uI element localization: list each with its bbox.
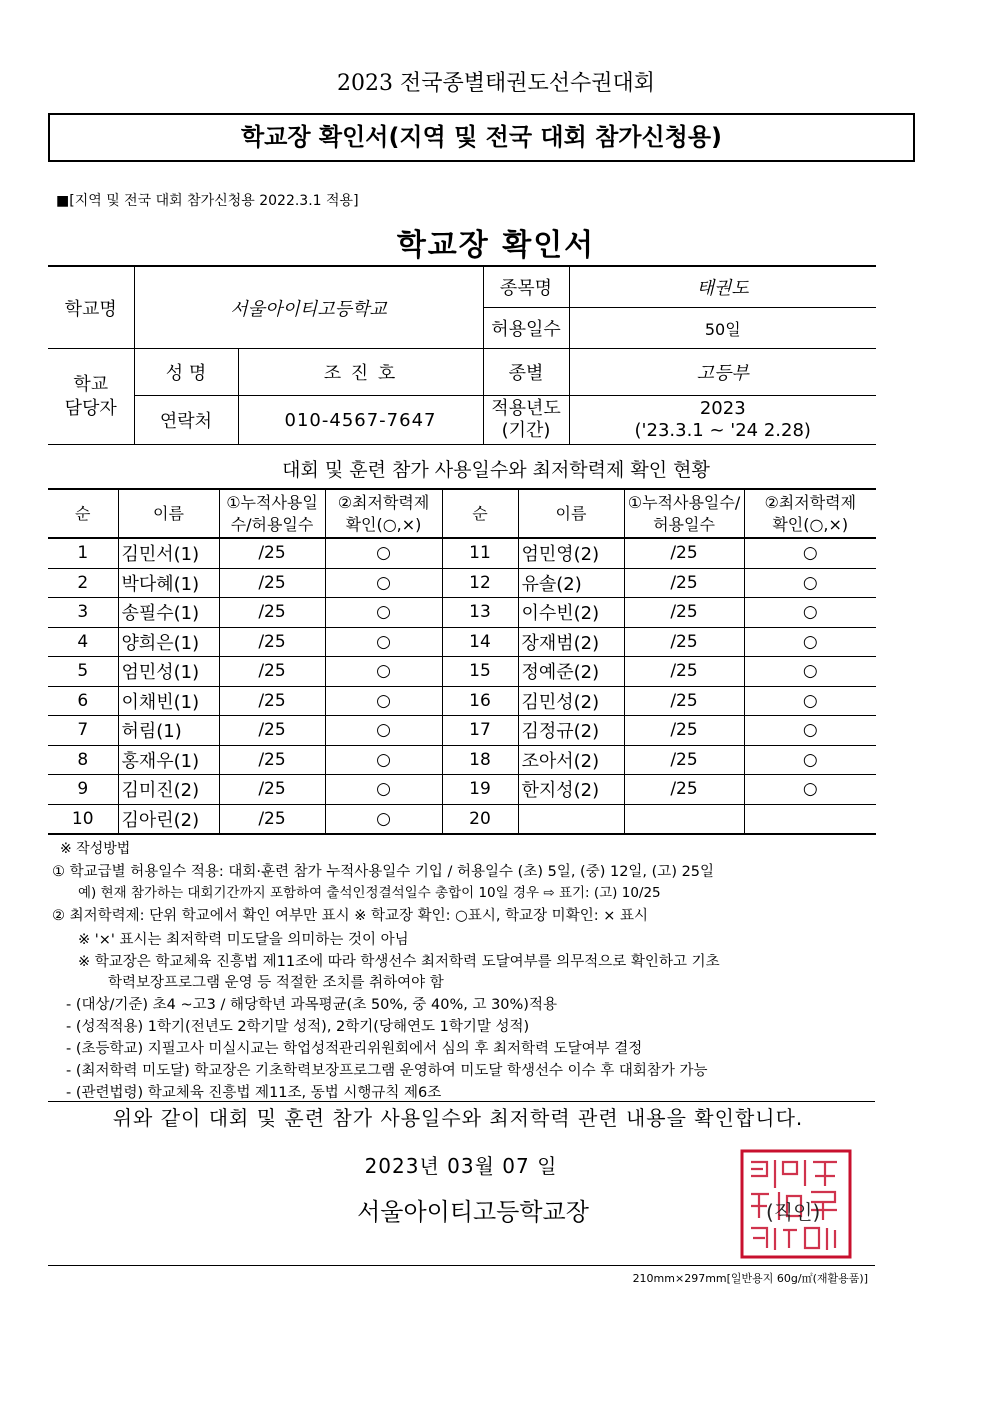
cell-c1: ○ (325, 745, 442, 775)
name-label: 성 명 (134, 349, 238, 396)
sport-value: 태권도 (569, 266, 876, 308)
cell-d2: /25 (624, 627, 744, 657)
days-value: 50일 (569, 308, 876, 349)
cell-n1: 4 (48, 627, 118, 657)
year-label (483, 396, 569, 445)
cell-d1: /25 (219, 568, 325, 598)
cell-n2: 14 (442, 627, 518, 657)
year-value-cell (569, 396, 876, 445)
manager-label (48, 349, 134, 445)
cell-n2: 13 (442, 598, 518, 628)
cell-n1: 2 (48, 568, 118, 598)
contact-label: 연락처 (134, 396, 238, 445)
method-line-1: ① 학교급별 허용일수 적용: 대회·훈련 참가 누적사용일수 기입 / 허용일수 (초) 5일, (중) 12일, (고) 25일 (52, 864, 715, 880)
cell-d2: /25 (624, 568, 744, 598)
table-row (48, 657, 876, 687)
cell-c1: ○ (325, 568, 442, 598)
cell-name1: 송필수(1) (118, 598, 219, 628)
principal-name: 서울아이티고등학교장 (357, 1198, 589, 1226)
header-name-right: 이름 (518, 489, 624, 538)
school-label: 학교명 (48, 266, 134, 349)
cell-d1: /25 (219, 598, 325, 628)
cell-name2 (518, 804, 624, 834)
table-row (48, 686, 876, 716)
method-line-3: ② 최저학력제: 단위 학교에서 확인 여부만 표시 ※ 학교장 확인: ○표시, 학교장 미확인: × 표시 (52, 908, 648, 924)
sport-label: 종목명 (483, 266, 569, 308)
cell-name1: 양희은(1) (118, 627, 219, 657)
cell-name1: 홍재우(1) (118, 745, 219, 775)
cell-d2: /25 (624, 716, 744, 746)
cell-c2: ○ (744, 716, 876, 746)
cell-c1: ○ (325, 538, 442, 568)
header-days-right (624, 489, 744, 538)
cell-d2: /25 (624, 775, 744, 805)
cell-c1: ○ (325, 657, 442, 687)
cell-d2: /25 (624, 657, 744, 687)
cell-d1: /25 (219, 716, 325, 746)
cell-name2: 조아서(2) (518, 745, 624, 775)
cell-c2: ○ (744, 568, 876, 598)
school-value: 서울아이티고등학교 (134, 266, 483, 349)
method-line-9: - (초등학교) 지필고사 미실시교는 학업성적관리위원회에서 심의 후 최저학력 도달여부 결정 (66, 1041, 643, 1057)
year-label-line1: 적용년도 (491, 398, 561, 419)
cell-name1: 김아린(2) (118, 804, 219, 834)
method-heading: ※ 작성방법 (60, 841, 131, 857)
cell-c1: ○ (325, 804, 442, 834)
school-info-table (48, 265, 876, 445)
manager-label-line2: 담당자 (64, 397, 117, 419)
cell-name2: 장재범(2) (518, 627, 624, 657)
method-line-5: ※ 학교장은 학교체육 진흥법 제11조에 따라 학생선수 최저학력 도달여부를 의무적으로 확인하고 기초 (78, 954, 720, 970)
method-line-4: ※ '×' 표시는 최저학력 미도달을 의미하는 것이 아님 (78, 932, 409, 948)
method-line-2: 예) 현재 참가하는 대회기간까지 포함하여 출석인정결석일수 총합이 10일 경우 ⇨ 표기: (고) 10/25 (78, 885, 661, 901)
cell-d1: /25 (219, 627, 325, 657)
table-row (48, 538, 876, 568)
cell-n1: 7 (48, 716, 118, 746)
table-row (48, 775, 876, 805)
method-line-10: - (최저학력 미도달) 학교장은 기초학력보장프로그램 운영하여 미도달 학생선수 이수 후 대회참가 가능 (66, 1063, 708, 1079)
cell-name2: 김민성(2) (518, 686, 624, 716)
header-days-line1: ①누적사용일 (226, 492, 318, 512)
cell-d1: /25 (219, 686, 325, 716)
cell-name2: 유솔(2) (518, 568, 624, 598)
cell-name2: 정예준(2) (518, 657, 624, 687)
cell-n2: 19 (442, 775, 518, 805)
cell-name2: 김정규(2) (518, 716, 624, 746)
division-value: 고등부 (569, 349, 876, 396)
cell-c2: ○ (744, 775, 876, 805)
name-value: 조 진 호 (238, 349, 483, 396)
header-check-right (744, 489, 876, 538)
method-line-6: 학력보장프로그램 운영 등 적절한 조치를 취하여야 함 (108, 975, 444, 991)
cell-d2 (624, 804, 744, 834)
cell-c2: ○ (744, 598, 876, 628)
cell-c1: ○ (325, 775, 442, 805)
table-row (48, 716, 876, 746)
cell-name1: 박다혜(1) (118, 568, 219, 598)
cell-d2: /25 (624, 686, 744, 716)
list-subtitle: 대회 및 훈련 참가 사용일수와 최저학력제 확인 현황 (282, 459, 710, 481)
header-days (219, 489, 325, 538)
days-label: 허용일수 (483, 308, 569, 349)
division-label: 종별 (483, 349, 569, 396)
table-row (48, 598, 876, 628)
table-row (48, 627, 876, 657)
cell-c1: ○ (325, 598, 442, 628)
method-line-11: - (관련법령) 학교체육 진흥법 제11조, 동법 시행규칙 제6조 (66, 1085, 442, 1101)
cell-name1: 허림(1) (118, 716, 219, 746)
form-note: ■[지역 및 전국 대회 참가신청용 2022.3.1 적용] (56, 193, 359, 209)
cell-n2: 15 (442, 657, 518, 687)
paper-spec: 210mm×297mm[일반용지 60g/㎡(재활용품)] (632, 1272, 868, 1285)
cell-n1: 6 (48, 686, 118, 716)
cell-c2: ○ (744, 686, 876, 716)
cell-n1: 5 (48, 657, 118, 687)
cell-name2: 엄민영(2) (518, 538, 624, 568)
cell-d1: /25 (219, 657, 325, 687)
cell-n2: 20 (442, 804, 518, 834)
cell-d2: /25 (624, 598, 744, 628)
header-days-line2: 수/허용일수 (230, 514, 314, 534)
cell-c2 (744, 804, 876, 834)
seal-mark: (직인) (766, 1200, 821, 1224)
cell-c2: ○ (744, 538, 876, 568)
table-row (48, 568, 876, 598)
cell-n1: 8 (48, 745, 118, 775)
contact-value: 010-4567-7647 (238, 396, 483, 445)
confirmation-text: 위와 같이 대회 및 훈련 참가 사용일수와 최저학력 관련 내용을 확인합니다. (112, 1106, 804, 1130)
cell-name2: 이수빈(2) (518, 598, 624, 628)
cell-name1: 김미진(2) (118, 775, 219, 805)
cell-n2: 11 (442, 538, 518, 568)
manager-label-line1: 학교 (73, 373, 109, 395)
table-row (48, 745, 876, 775)
table-row (48, 804, 876, 834)
year-label-line2: (기간) (501, 420, 551, 441)
method-line-7: - (대상/기준) 초4 ~고3 / 해당학년 과목평균(초 50%, 중 40%, 고 30%)적용 (66, 997, 557, 1013)
cell-c1: ○ (325, 716, 442, 746)
header-check-line2: 확인(○,×) (345, 514, 422, 534)
footer-rule (48, 1265, 875, 1266)
cell-name2: 한지성(2) (518, 775, 624, 805)
cell-n2: 17 (442, 716, 518, 746)
cell-d2: /25 (624, 745, 744, 775)
header-check (325, 489, 442, 538)
header-days-right-line2: 허용일수 (653, 514, 715, 534)
cell-n1: 1 (48, 538, 118, 568)
cell-name1: 엄민성(1) (118, 657, 219, 687)
cell-d1: /25 (219, 538, 325, 568)
cell-name1: 이채빈(1) (118, 686, 219, 716)
cell-n1: 10 (48, 804, 118, 834)
cell-d1: /25 (219, 745, 325, 775)
cell-n1: 3 (48, 598, 118, 628)
athlete-list-table (48, 488, 876, 835)
header-check-line1: ②최저학력제 (337, 492, 430, 512)
header-no: 순 (48, 489, 118, 538)
method-line-8: - (성적적용) 1학기(전년도 2학기말 성적), 2학기(당해연도 1학기말 성적) (66, 1019, 530, 1035)
cell-n2: 16 (442, 686, 518, 716)
event-title: 2023 전국종별태권도선수권대회 (336, 71, 655, 96)
header-days-right-line1: ①누적사용일수/ (627, 492, 741, 512)
cell-c2: ○ (744, 657, 876, 687)
cell-n1: 9 (48, 775, 118, 805)
cell-n2: 18 (442, 745, 518, 775)
cell-name1: 김민서(1) (118, 538, 219, 568)
year-value: 2023 (699, 398, 746, 419)
header-no-right: 순 (442, 489, 518, 538)
header-check-right-line2: 확인(○,×) (772, 514, 849, 534)
cell-c2: ○ (744, 627, 876, 657)
cell-c2: ○ (744, 745, 876, 775)
cell-n2: 12 (442, 568, 518, 598)
cell-c1: ○ (325, 627, 442, 657)
header-name: 이름 (118, 489, 219, 538)
cell-d1: /25 (219, 804, 325, 834)
issue-date: 2023년 03월 07 일 (364, 1154, 558, 1178)
header-check-right-line1: ②최저학력제 (764, 492, 857, 512)
form-title-box: 학교장 확인서(지역 및 전국 대회 참가신청용) (48, 113, 915, 162)
cell-c1: ○ (325, 686, 442, 716)
document-title: 학교장 확인서 (396, 228, 596, 263)
period-value: ('23.3.1 ~ '24 2.28) (634, 420, 811, 441)
cell-d1: /25 (219, 775, 325, 805)
cell-d2: /25 (624, 538, 744, 568)
